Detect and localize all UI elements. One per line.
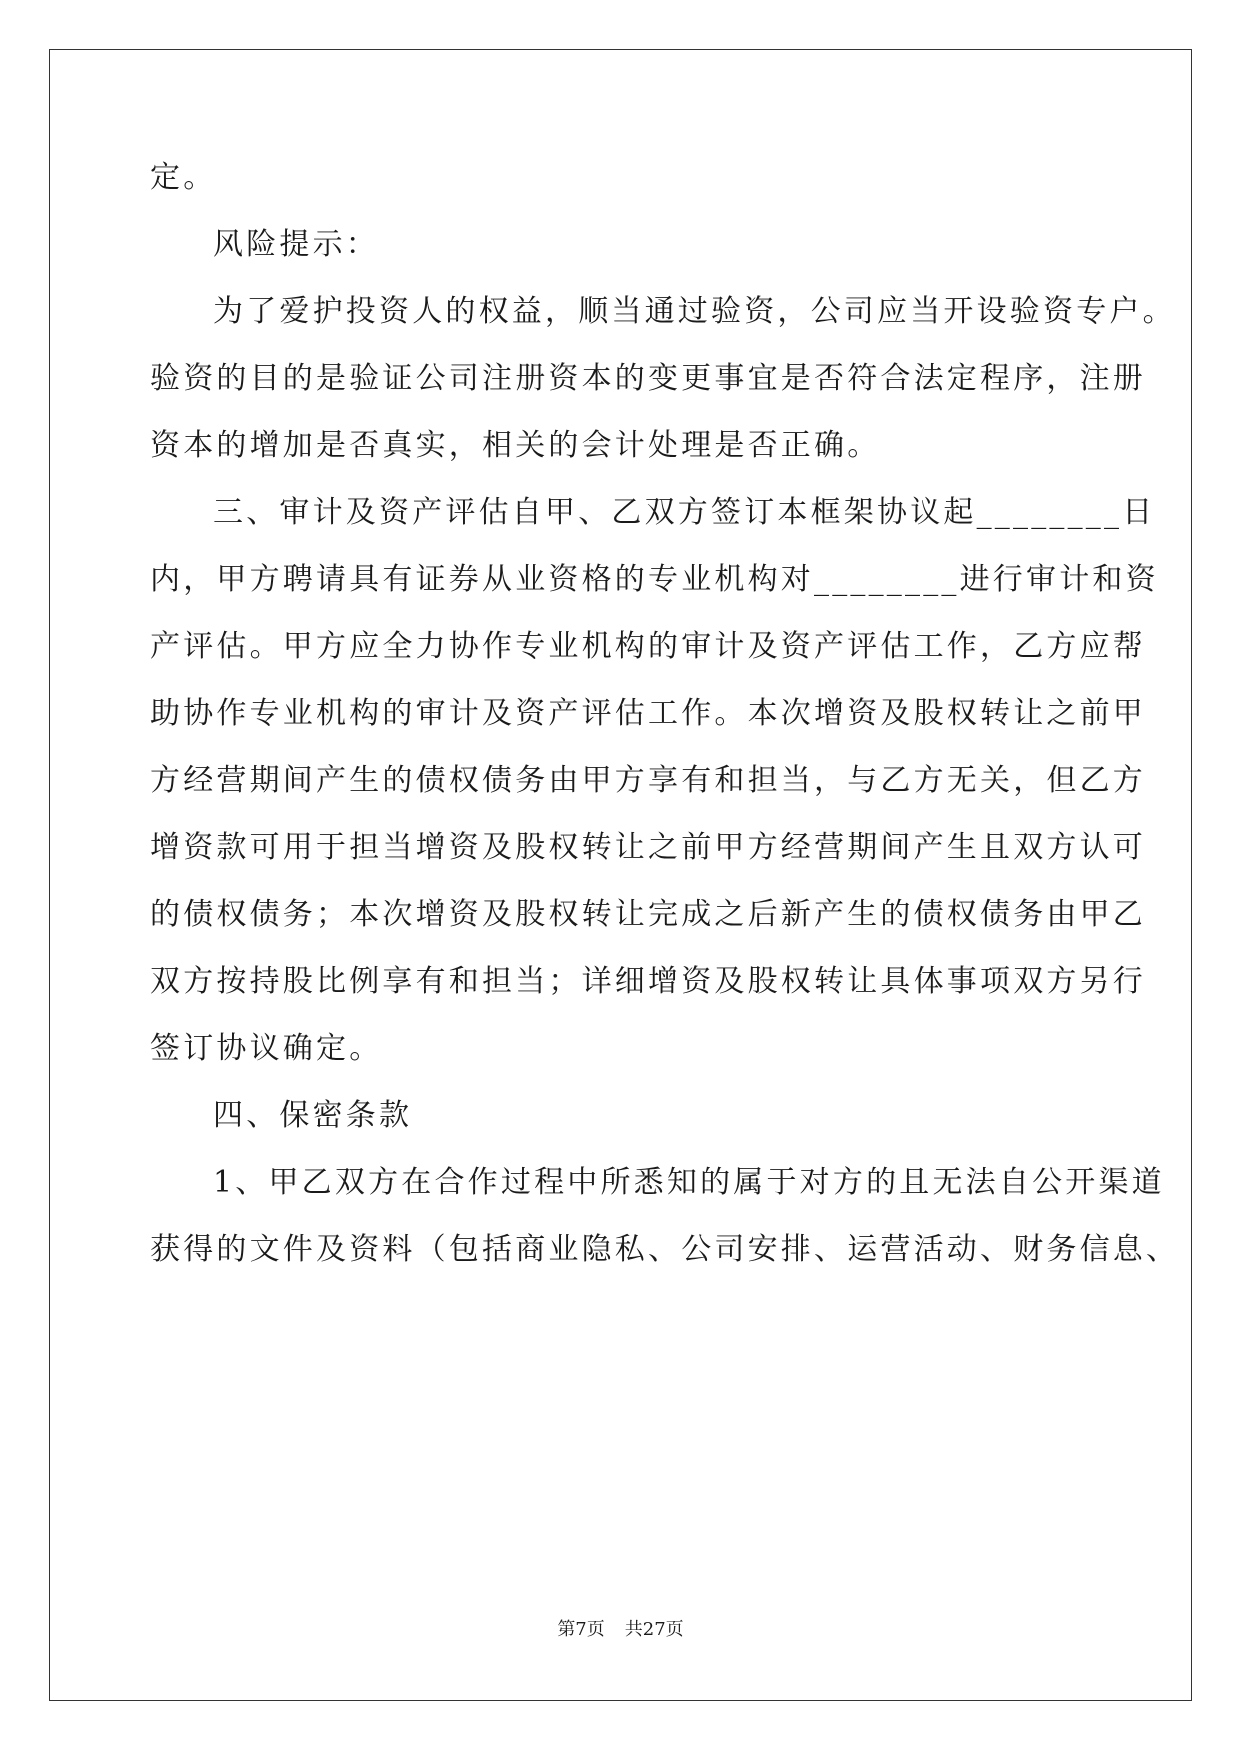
section-heading: 风险提示： (213, 227, 379, 262)
text-line: 助协作专业机构的审计及资产评估工作。本次增资及股权转让之前甲 (150, 696, 1146, 731)
text-line: 资本的增加是否真实，相关的会计处理是否正确。 (150, 428, 881, 463)
text-line: 三、审计及资产评估自甲、乙双方签订本框架协议起________日 (213, 495, 1156, 530)
page-footer (0, 1618, 1241, 1642)
text-line: 增资款可用于担当增资及股权转让之前甲方经营期间产生且双方认可 (150, 830, 1146, 865)
text-line: 内，甲方聘请具有证券从业资格的专业机构对________进行审计和资 (150, 562, 1159, 597)
page-number-total: 共27页 (624, 1619, 684, 1640)
text-line: 产评估。甲方应全力协作专业机构的审计及资产评估工作，乙方应帮 (150, 629, 1146, 664)
text-line: 为了爱护投资人的权益，顺当通过验资，公司应当开设验资专户。 (213, 294, 1176, 329)
text-line: 方经营期间产生的债权债务由甲方享有和担当，与乙方无关，但乙方 (150, 763, 1146, 798)
text-line: 签订协议确定。 (150, 1031, 383, 1066)
page-number-current: 第7页 (557, 1619, 605, 1640)
text-line: 定。 (150, 160, 217, 195)
text-line: 双方按持股比例享有和担当；详细增资及股权转让具体事项双方另行 (150, 964, 1146, 999)
text-line: 1、甲乙双方在合作过程中所悉知的属于对方的且无法自公开渠道 (213, 1165, 1165, 1200)
text-line: 的债权债务；本次增资及股权转让完成之后新产生的债权债务由甲乙 (150, 897, 1146, 932)
text-line: 获得的文件及资料（包括商业隐私、公司安排、运营活动、财务信息、 (150, 1232, 1180, 1267)
text-line: 验资的目的是验证公司注册资本的变更事宜是否符合法定程序，注册 (150, 361, 1146, 396)
section-heading: 四、保密条款 (213, 1098, 413, 1133)
